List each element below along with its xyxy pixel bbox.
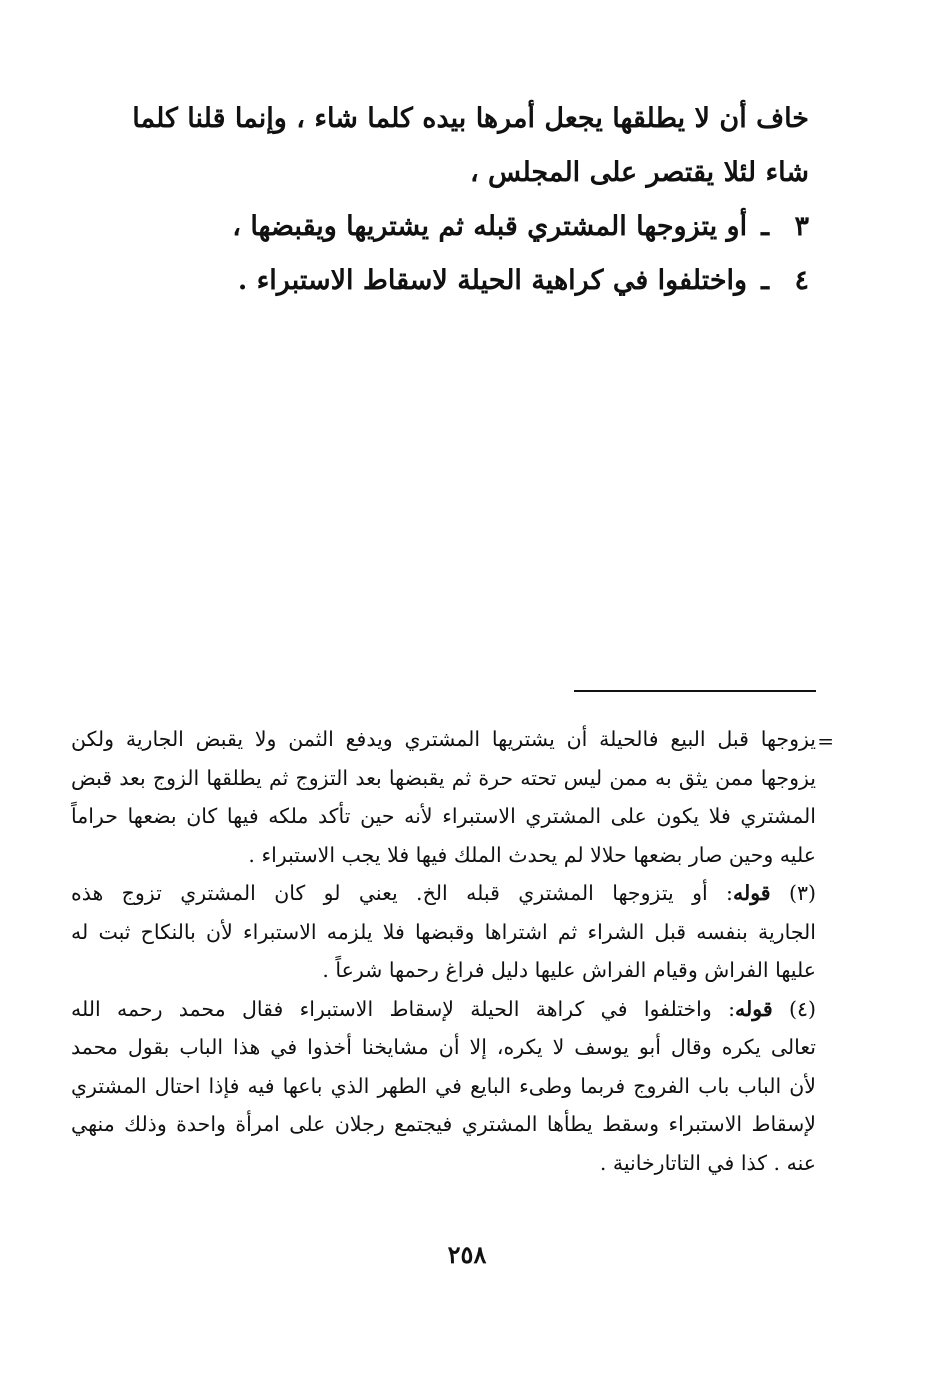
main-text-line: خاف أن لا يطلقها يجعل أمرها بيده كلما شاء ، وإنما قلنا كلما bbox=[132, 103, 809, 134]
footnotes-block bbox=[71, 720, 816, 1182]
footnote-keyword: قوله bbox=[732, 881, 771, 905]
footnote-ref: (٤) bbox=[788, 996, 816, 1021]
footnote-line: الجارية بنفسه قبل الشراء ثم اشتراها وقبضها فلا يلزمه الاستبراء لأن بالنكاح ثبت له bbox=[71, 919, 816, 944]
footnote-3-first-line bbox=[71, 874, 816, 913]
numbered-item bbox=[159, 254, 809, 308]
item-text: أو يتزوجها المشتري قبله ثم يشتريها ويقبضها ، bbox=[232, 211, 748, 242]
footnote-continuation-marker: = bbox=[817, 729, 834, 753]
item-dash: ـ bbox=[761, 265, 769, 296]
footnote-4-first-line bbox=[71, 990, 816, 1029]
footnote-line: يزوجها ممن يثق به ممن ليس تحته حرة ثم يقبضها بعد التزوج ثم يطلقها الزوج بعد قبض bbox=[71, 765, 816, 790]
footnote-keyword: قوله bbox=[735, 996, 773, 1021]
item-text: واختلفوا في كراهية الحيلة لاسقاط الاستبراء . bbox=[237, 265, 748, 296]
footnote-line: لأن الباب باب الفروج فربما وطىء البايع في الطهر الذي باعها فيه فإذا احتال المشتري bbox=[71, 1073, 816, 1098]
footnote-line: لإسقاط الاستبراء وسقط يطأها المشتري فيجتمع رجلان على امرأة واحدة وذلك منهي bbox=[71, 1112, 816, 1136]
footnote-line: عليه وحين صار بضعها حلالا لم يحدث الملك فيها فلا يجب الاستبراء . bbox=[248, 842, 816, 867]
item-dash: ـ bbox=[761, 211, 769, 242]
footnote-separator bbox=[574, 690, 816, 692]
footnote-line: عليها الفراش وقيام الفراش عليها دليل فراغ رحمها شرعاً . bbox=[322, 958, 816, 982]
item-number: ٣ bbox=[794, 211, 809, 242]
main-text-line: شاء لئلا يقتصر على المجلس ، bbox=[469, 157, 809, 188]
footnote-ref: (٣) bbox=[788, 881, 816, 905]
footnote-line: يزوجها قبل البيع فالحيلة أن يشتريها المشتري ويدفع الثمن ولا يقبض الجارية ولكن bbox=[71, 727, 816, 751]
footnote-line: المشتري فلا يكون على المشتري الاستبراء لأنه حين تأكد ملكه فيها كان بضعها حراماً bbox=[71, 804, 816, 828]
numbered-item bbox=[159, 200, 809, 254]
main-text-block bbox=[132, 92, 809, 308]
item-number: ٤ bbox=[794, 265, 809, 296]
footnote-text: : واختلفوا في كراهة الحيلة لإسقاط الاستبراء فقال محمد رحمه الله bbox=[71, 996, 735, 1021]
page-number: ٢٥٨ bbox=[447, 1240, 487, 1269]
footnote-text: : أو يتزوجها المشتري قبله الخ. يعني لو كان المشتري تزوج هذه bbox=[71, 881, 733, 905]
footnote-line: عنه . كذا في التاتارخانية . bbox=[599, 1150, 816, 1175]
footnote-line: تعالى يكره وقال أبو يوسف لا يكره، إلا أن مشايخنا أخذوا في هذا الباب بقول محمد bbox=[71, 1035, 816, 1059]
